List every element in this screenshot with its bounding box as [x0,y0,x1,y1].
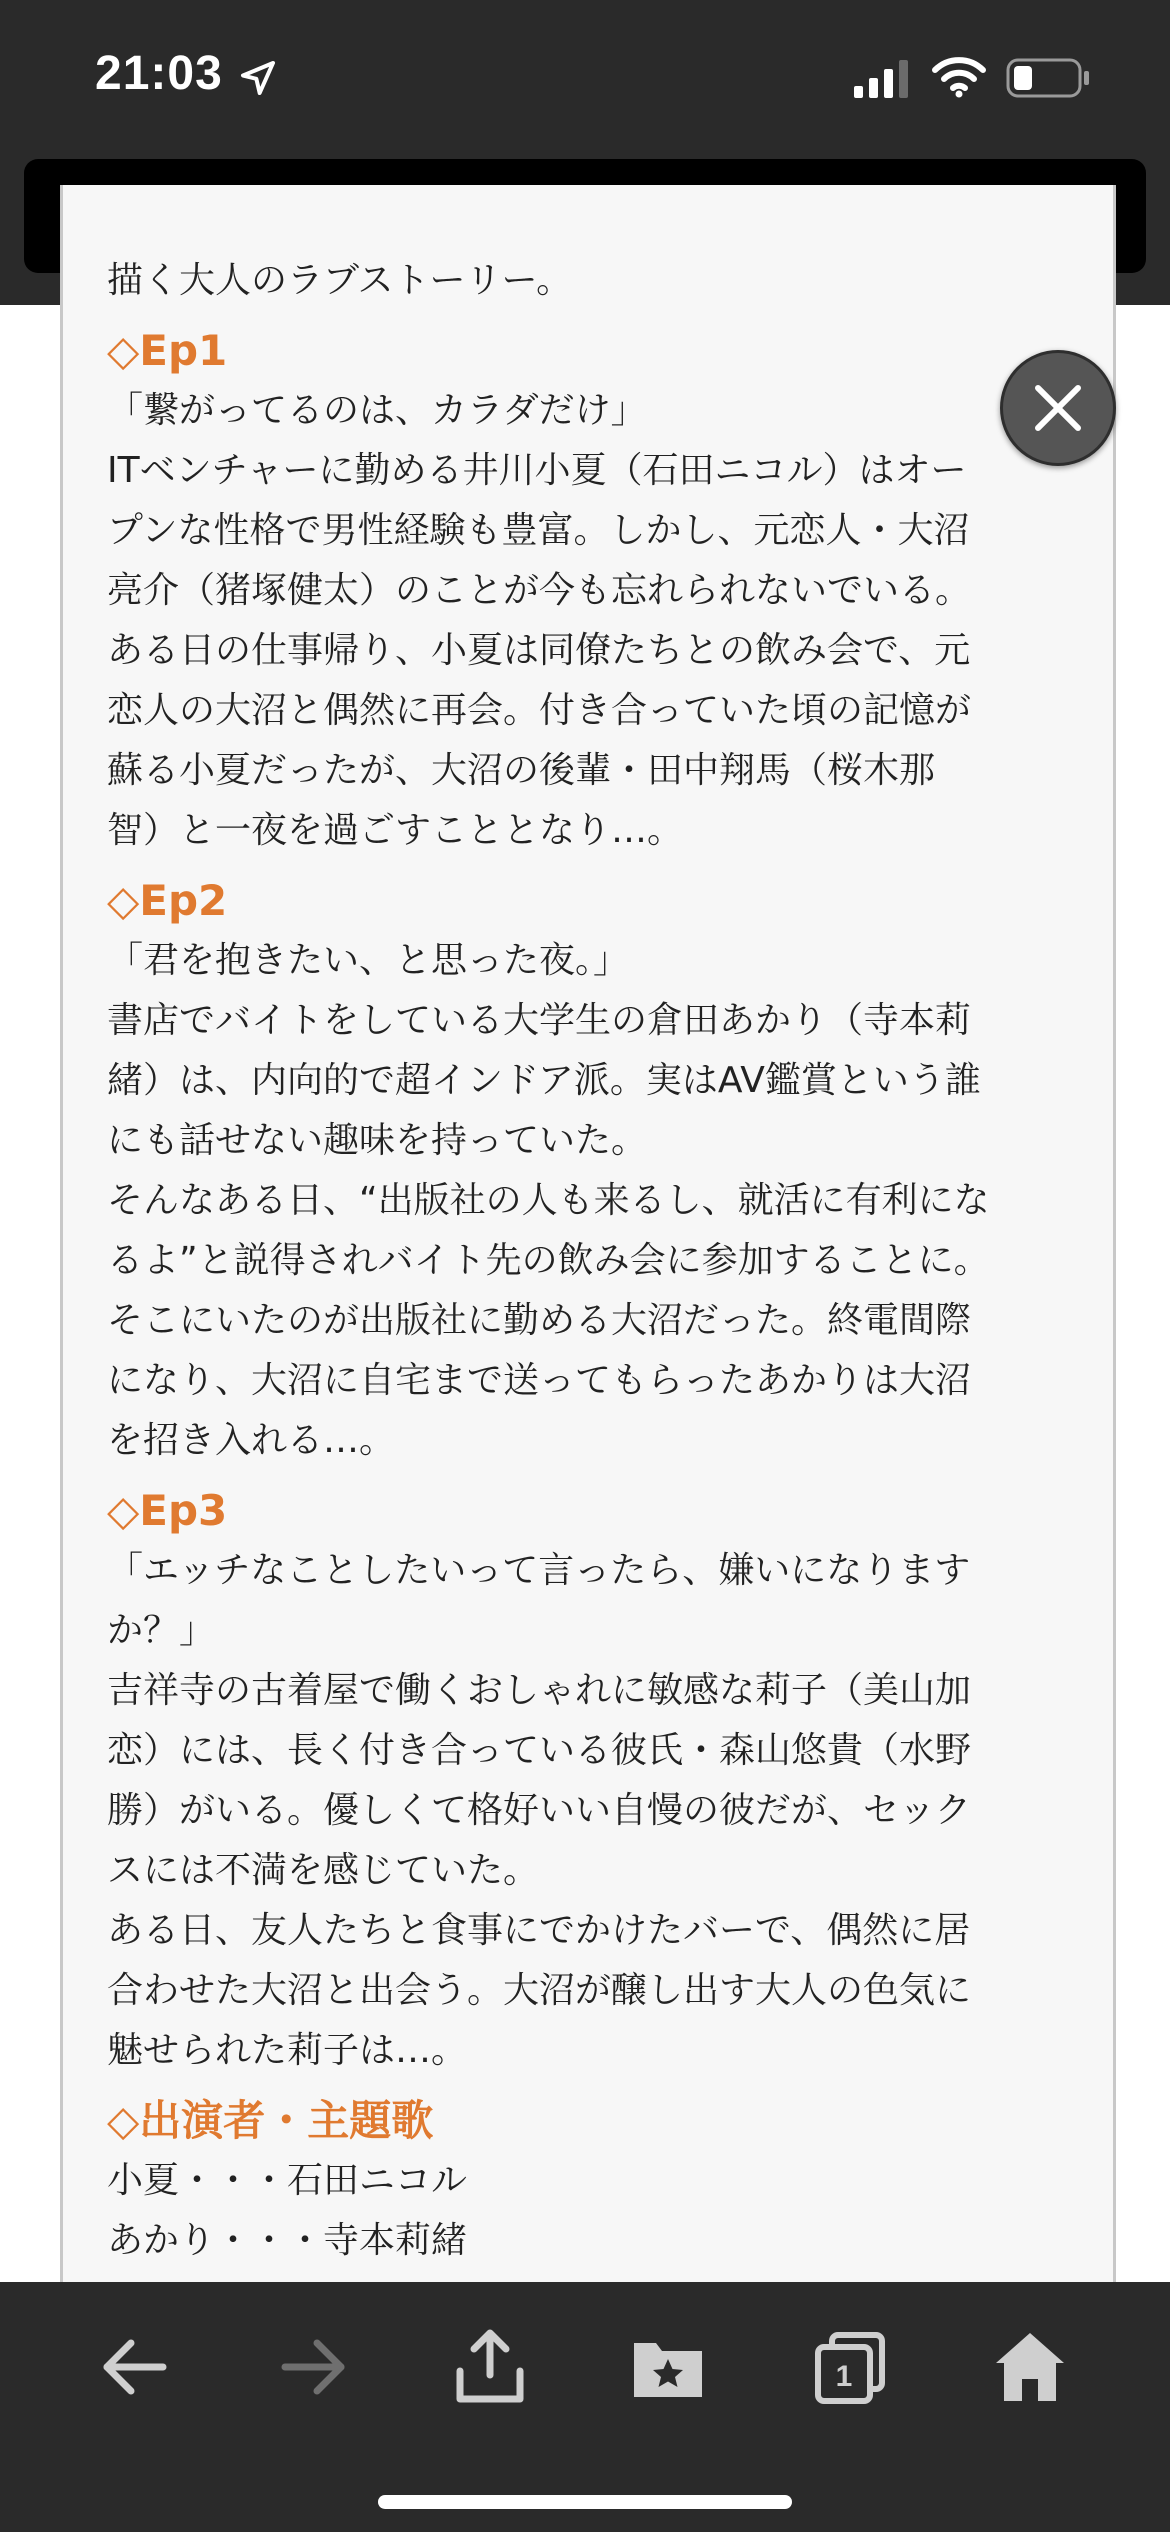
close-button[interactable] [1000,350,1116,466]
section-heading: ◇Ep1 [107,326,228,375]
episode-paragraph: ITベンチャーに勤める井川小夏（石田ニコル）はオー プンな性格で男性経験も豊富。しかし、元恋人・大沼 亮介（猪塚健太）のことが今も忘れられないでいる。 ある日の仕事帰り、小夏は同僚たちとの飲み会で、元 恋人の大沼と偶然に再会。付き合っていた頃の記憶が 蘇る小夏だったが、大沼の後輩・田中翔馬（桜木那 智）と一夜を過ごすこととなり…。 [107,450,972,851]
cast-line: あかり・・・寺本莉緒 [107,2220,468,2261]
episode-paragraph: ある日、友人たちと食事にでかけたバーで、偶然に居 合わせた大沼と出会う。大沼が醸し出す大人の色気に 魅せられた莉子は…。 [107,1910,972,2071]
cellular-signal-icon [852,58,910,98]
web-content[interactable] [0,260,1170,2282]
program-description-box [60,185,1116,2385]
wifi-icon [932,56,986,98]
bookmarks-button[interactable] [628,2327,708,2407]
tab-count: 1 [835,2360,853,2393]
status-time: 21:03 [95,47,223,100]
back-arrow-icon [95,2327,175,2407]
home-icon [990,2327,1070,2407]
episode-paragraph: 「繋がってるのは、カラダだけ」 [107,390,647,431]
episode-paragraph: 「エッチなことしたいって言ったら、嫌いになります か？」 [107,1550,971,1651]
cast-section [107,2091,1067,2271]
location-arrow-icon [238,58,278,98]
browser-toolbar [0,2282,1170,2532]
status-bar [0,0,1170,155]
home-button[interactable] [990,2327,1070,2407]
section-heading: ◇Ep2 [107,876,228,925]
bookmark-folder-icon [628,2327,708,2407]
top-fragment-text: 描く大人のラブストーリー。 [107,260,573,301]
close-icon [1030,380,1086,436]
tabs-icon [810,2327,890,2407]
forward-button[interactable] [273,2327,353,2407]
section-heading: ◇Ep3 [107,1486,228,1535]
cast-line: 小夏・・・石田ニコル [107,2160,468,2201]
episode-section [107,321,1067,861]
share-icon [450,2327,530,2407]
home-indicator[interactable] [378,2495,792,2509]
episode-section [107,871,1067,1471]
episode-paragraph: そんなある日、“出版社の人も来るし、就活に有利にな るよ”と説得されバイト先の飲み会に参加することに。 そこにいたのが出版社に勤める大沼だった。終電間際 になり、大沼に自宅まで送ってもらったあかりは大沼 を招き入れる…。 [107,1180,990,1461]
battery-icon [1006,56,1092,100]
episode-paragraph: 書店でバイトをしている大学生の倉田あかり（寺本莉 緒）は、内向的で超インドア派。実はAV鑑賞という誰 にも話せない趣味を持っていた。 [107,1000,981,1161]
tabs-button[interactable] [810,2327,890,2407]
episode-paragraph: 「君を抱きたい、と思った夜。」 [107,940,630,981]
share-button[interactable] [450,2327,530,2407]
back-button[interactable] [95,2327,175,2407]
episode-paragraph: 吉祥寺の古着屋で働くおしゃれに敏感な莉子（美山加 恋）には、長く付き合っている彼氏・森山悠貴（水野 勝）がいる。優しくて格好いい自慢の彼だが、セック スには不満を感じていた。 [107,1670,972,1891]
forward-arrow-icon [273,2327,353,2407]
section-heading: ◇出演者・主題歌 [107,2096,434,2145]
episode-section [107,1481,1067,2081]
article-body [107,185,1067,2271]
